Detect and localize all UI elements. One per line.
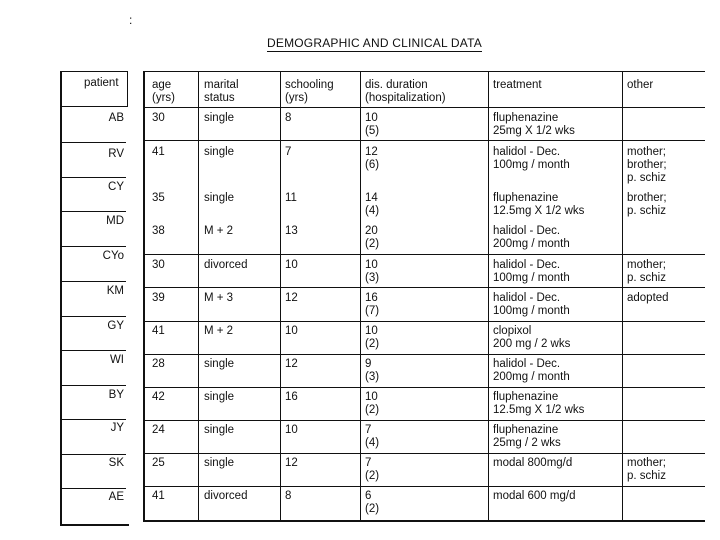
cell-line: 8 bbox=[285, 112, 292, 124]
cell-line: (2) bbox=[365, 470, 380, 482]
patient-id: GY bbox=[107, 320, 124, 332]
cell-line: 24 bbox=[152, 424, 165, 436]
patient-row-divider bbox=[62, 142, 126, 143]
cell-line: 7 bbox=[365, 457, 372, 469]
patient-row-divider bbox=[62, 211, 126, 212]
cell-line: 10 bbox=[365, 259, 378, 271]
cell-line: 25mg / 2 wks bbox=[493, 437, 561, 449]
cell-line: (2) bbox=[365, 338, 380, 350]
treatment-cell bbox=[493, 225, 570, 251]
cell-line: 10 bbox=[365, 391, 378, 403]
patient-row-divider bbox=[62, 246, 126, 247]
cell-line: single bbox=[204, 146, 235, 158]
cell-line: single bbox=[204, 192, 235, 204]
patient-id: AB bbox=[108, 112, 124, 124]
patient-id: RV bbox=[108, 148, 124, 160]
cell-line: 13 bbox=[285, 225, 298, 237]
cell-line: (7) bbox=[365, 305, 380, 317]
header-line: schooling bbox=[285, 79, 334, 91]
treatment-cell bbox=[493, 292, 570, 318]
cell-line: 100mg / month bbox=[493, 159, 570, 171]
marital-status-header bbox=[204, 79, 239, 105]
cell-line: mother; bbox=[627, 259, 666, 271]
age-cell bbox=[152, 112, 165, 125]
header-line: (hospitalization) bbox=[365, 92, 446, 104]
cell-line: 12 bbox=[285, 457, 298, 469]
cell-line: halidol - Dec. bbox=[493, 259, 561, 271]
treatment-cell bbox=[493, 358, 570, 384]
cell-line: fluphenazine bbox=[493, 424, 559, 436]
schooling-cell bbox=[285, 424, 298, 437]
cell-line: p. schiz bbox=[627, 172, 666, 184]
cell-line: brother; bbox=[627, 159, 667, 171]
cell-line: (3) bbox=[365, 272, 380, 284]
cell-line: halidol - Dec. bbox=[493, 146, 561, 158]
cell-line: fluphenazine bbox=[493, 192, 559, 204]
disease-duration-cell bbox=[365, 490, 379, 516]
other-cell bbox=[627, 292, 669, 305]
patient-id: MD bbox=[106, 215, 124, 227]
age-cell bbox=[152, 424, 165, 437]
header-line: treatment bbox=[493, 79, 542, 91]
cell-line: 10 bbox=[365, 112, 378, 124]
treatment-cell bbox=[493, 424, 561, 450]
cell-line: 7 bbox=[365, 424, 372, 436]
age-cell bbox=[152, 358, 165, 371]
patient-row-divider bbox=[62, 385, 126, 386]
marital-status-cell bbox=[204, 325, 233, 338]
schooling-cell bbox=[285, 490, 291, 503]
marital-status-cell bbox=[204, 192, 234, 205]
row-divider bbox=[145, 486, 705, 487]
cell-line: 41 bbox=[152, 325, 165, 337]
cell-line: 200 mg / 2 wks bbox=[493, 338, 571, 350]
cell-line: modal 800mg/d bbox=[493, 457, 573, 469]
cell-line: (4) bbox=[365, 437, 380, 449]
cell-line: single bbox=[204, 358, 235, 370]
row-divider bbox=[145, 254, 705, 255]
header-line: marital bbox=[204, 79, 239, 91]
cell-line: 25mg X 1/2 wks bbox=[493, 125, 575, 137]
cell-line: adopted bbox=[627, 292, 669, 304]
disease-duration-cell bbox=[365, 457, 379, 483]
data-table bbox=[143, 71, 705, 522]
age-cell bbox=[152, 225, 165, 238]
age-cell bbox=[152, 457, 165, 470]
patient-column bbox=[60, 71, 129, 526]
row-divider bbox=[145, 387, 705, 388]
patient-id: WI bbox=[109, 354, 124, 366]
cell-line: M + 3 bbox=[204, 292, 234, 304]
treatment-cell bbox=[493, 192, 584, 218]
schooling-cell bbox=[285, 192, 297, 205]
schooling-cell bbox=[285, 325, 298, 338]
schooling-cell bbox=[285, 292, 298, 305]
disease-duration-cell bbox=[365, 292, 379, 318]
cell-line: 100mg / month bbox=[493, 272, 570, 284]
patient-id: JY bbox=[110, 422, 124, 434]
cell-line: brother; bbox=[627, 192, 667, 204]
cell-line: 14 bbox=[365, 192, 378, 204]
cell-line: 7 bbox=[285, 146, 292, 158]
cell-line: p. schiz bbox=[627, 470, 666, 482]
cell-line: mother; bbox=[627, 457, 666, 469]
cell-line: 39 bbox=[152, 292, 165, 304]
cell-line: (2) bbox=[365, 238, 380, 250]
cell-line: 10 bbox=[285, 325, 298, 337]
marital-status-cell bbox=[204, 146, 234, 159]
cell-line: 41 bbox=[152, 490, 165, 502]
row-divider bbox=[145, 321, 705, 322]
cell-line: single bbox=[204, 457, 235, 469]
treatment-cell bbox=[493, 259, 570, 285]
schooling-cell bbox=[285, 259, 298, 272]
treatment-header bbox=[493, 79, 542, 92]
patient-row-divider bbox=[62, 488, 126, 489]
cell-line: halidol - Dec. bbox=[493, 225, 561, 237]
cell-line: 8 bbox=[285, 490, 292, 502]
header-line: age bbox=[152, 79, 172, 91]
cell-line: fluphenazine bbox=[493, 112, 559, 124]
schooling-cell bbox=[285, 358, 298, 371]
row-divider bbox=[145, 453, 705, 454]
patient-id: CYo bbox=[102, 250, 124, 262]
cell-line: 200mg / month bbox=[493, 371, 570, 383]
cell-line: (5) bbox=[365, 125, 380, 137]
cell-line: halidol - Dec. bbox=[493, 292, 561, 304]
patient-id: SK bbox=[108, 457, 124, 469]
disease-duration-header bbox=[365, 79, 446, 105]
schooling-cell bbox=[285, 112, 291, 125]
patient-row-divider bbox=[62, 350, 126, 351]
patient-id: KM bbox=[106, 285, 124, 297]
other-header bbox=[627, 79, 653, 92]
disease-duration-cell bbox=[365, 112, 379, 138]
treatment-cell bbox=[493, 490, 575, 503]
corner-mark: : bbox=[129, 13, 133, 27]
patient-row-divider bbox=[62, 177, 126, 178]
cell-line: halidol - Dec. bbox=[493, 358, 561, 370]
age-cell bbox=[152, 146, 165, 159]
cell-line: 10 bbox=[365, 325, 378, 337]
disease-duration-cell bbox=[365, 259, 379, 285]
patient-row-divider bbox=[62, 454, 126, 455]
treatment-cell bbox=[493, 146, 570, 172]
cell-line: 42 bbox=[152, 391, 165, 403]
cell-line: M + 2 bbox=[204, 225, 234, 237]
treatment-cell bbox=[493, 457, 572, 470]
row-divider bbox=[145, 107, 705, 108]
cell-line: 100mg / month bbox=[493, 305, 570, 317]
cell-line: 12 bbox=[285, 292, 298, 304]
marital-status-cell bbox=[204, 391, 234, 404]
row-divider bbox=[145, 354, 705, 355]
schooling-cell bbox=[285, 225, 298, 238]
cell-line: 25 bbox=[152, 457, 165, 469]
other-cell bbox=[627, 146, 667, 185]
patient-id: BY bbox=[108, 389, 124, 401]
treatment-cell bbox=[493, 391, 584, 417]
cell-line: 38 bbox=[152, 225, 165, 237]
cell-line: single bbox=[204, 391, 235, 403]
schooling-cell bbox=[285, 391, 298, 404]
marital-status-cell bbox=[204, 424, 234, 437]
cell-line: modal 600 mg/d bbox=[493, 490, 576, 502]
marital-status-cell bbox=[204, 292, 233, 305]
cell-line: 9 bbox=[365, 358, 372, 370]
age-header bbox=[152, 79, 175, 105]
cell-line: 10 bbox=[285, 424, 298, 436]
age-cell bbox=[152, 490, 165, 503]
age-cell bbox=[152, 391, 165, 404]
cell-line: 12.5mg X 1/2 wks bbox=[493, 404, 585, 416]
header-line: dis. duration bbox=[365, 79, 428, 91]
cell-line: mother; bbox=[627, 146, 666, 158]
cell-line: 6 bbox=[365, 490, 372, 502]
cell-line: single bbox=[204, 424, 235, 436]
other-cell bbox=[627, 259, 666, 285]
patient-header-label: patient bbox=[84, 77, 119, 89]
disease-duration-cell bbox=[365, 225, 379, 251]
age-cell bbox=[152, 259, 165, 272]
patient-header-cell bbox=[62, 71, 128, 107]
cell-line: 20 bbox=[365, 225, 378, 237]
other-cell bbox=[627, 192, 667, 218]
cell-line: single bbox=[204, 112, 235, 124]
page-title: DEMOGRAPHIC AND CLINICAL DATA bbox=[267, 36, 482, 50]
schooling-cell bbox=[285, 457, 298, 470]
disease-duration-cell bbox=[365, 325, 379, 351]
row-divider bbox=[145, 287, 705, 288]
cell-line: M + 2 bbox=[204, 325, 234, 337]
cell-line: 200mg / month bbox=[493, 238, 570, 250]
cell-line: (2) bbox=[365, 503, 380, 515]
cell-line: (3) bbox=[365, 371, 380, 383]
row-divider bbox=[145, 420, 705, 421]
patient-id: CY bbox=[108, 181, 124, 193]
header-line: (yrs) bbox=[152, 92, 175, 104]
marital-status-cell bbox=[204, 358, 234, 371]
age-cell bbox=[152, 192, 165, 205]
cell-line: p. schiz bbox=[627, 205, 666, 217]
schooling-cell bbox=[285, 146, 291, 159]
cell-line: 16 bbox=[365, 292, 378, 304]
cell-line: p. schiz bbox=[627, 272, 666, 284]
cell-line: 12 bbox=[285, 358, 298, 370]
cell-line: (2) bbox=[365, 404, 380, 416]
marital-status-cell bbox=[204, 259, 247, 272]
age-cell bbox=[152, 325, 165, 338]
cell-line: 35 bbox=[152, 192, 165, 204]
cell-line: 16 bbox=[285, 391, 298, 403]
treatment-cell bbox=[493, 325, 570, 351]
header-line: (yrs) bbox=[285, 92, 308, 104]
disease-duration-cell bbox=[365, 192, 379, 218]
header-line: status bbox=[204, 92, 235, 104]
age-cell bbox=[152, 292, 165, 305]
marital-status-cell bbox=[204, 490, 247, 503]
cell-line: 11 bbox=[285, 192, 297, 204]
schooling-header bbox=[285, 79, 334, 105]
patient-row-divider bbox=[62, 419, 126, 420]
header-line: other bbox=[627, 79, 654, 91]
other-cell bbox=[627, 457, 666, 483]
cell-line: divorced bbox=[204, 259, 248, 271]
cell-line: divorced bbox=[204, 490, 248, 502]
cell-line: (6) bbox=[365, 159, 380, 171]
cell-line: (4) bbox=[365, 205, 380, 217]
cell-line: 28 bbox=[152, 358, 165, 370]
cell-line: fluphenazine bbox=[493, 391, 559, 403]
disease-duration-cell bbox=[365, 146, 379, 172]
cell-line: clopixol bbox=[493, 325, 532, 337]
patient-row-divider bbox=[62, 316, 126, 317]
marital-status-cell bbox=[204, 457, 234, 470]
cell-line: 41 bbox=[152, 146, 165, 158]
marital-status-cell bbox=[204, 225, 233, 238]
disease-duration-cell bbox=[365, 358, 379, 384]
marital-status-cell bbox=[204, 112, 234, 125]
disease-duration-cell bbox=[365, 391, 379, 417]
cell-line: 30 bbox=[152, 112, 165, 124]
patient-id: AE bbox=[108, 491, 124, 503]
row-divider bbox=[145, 140, 705, 141]
cell-line: 10 bbox=[285, 259, 298, 271]
disease-duration-cell bbox=[365, 424, 379, 450]
cell-line: 12.5mg X 1/2 wks bbox=[493, 205, 585, 217]
treatment-cell bbox=[493, 112, 575, 138]
patient-row-divider bbox=[62, 281, 126, 282]
cell-line: 30 bbox=[152, 259, 165, 271]
cell-line: 12 bbox=[365, 146, 378, 158]
